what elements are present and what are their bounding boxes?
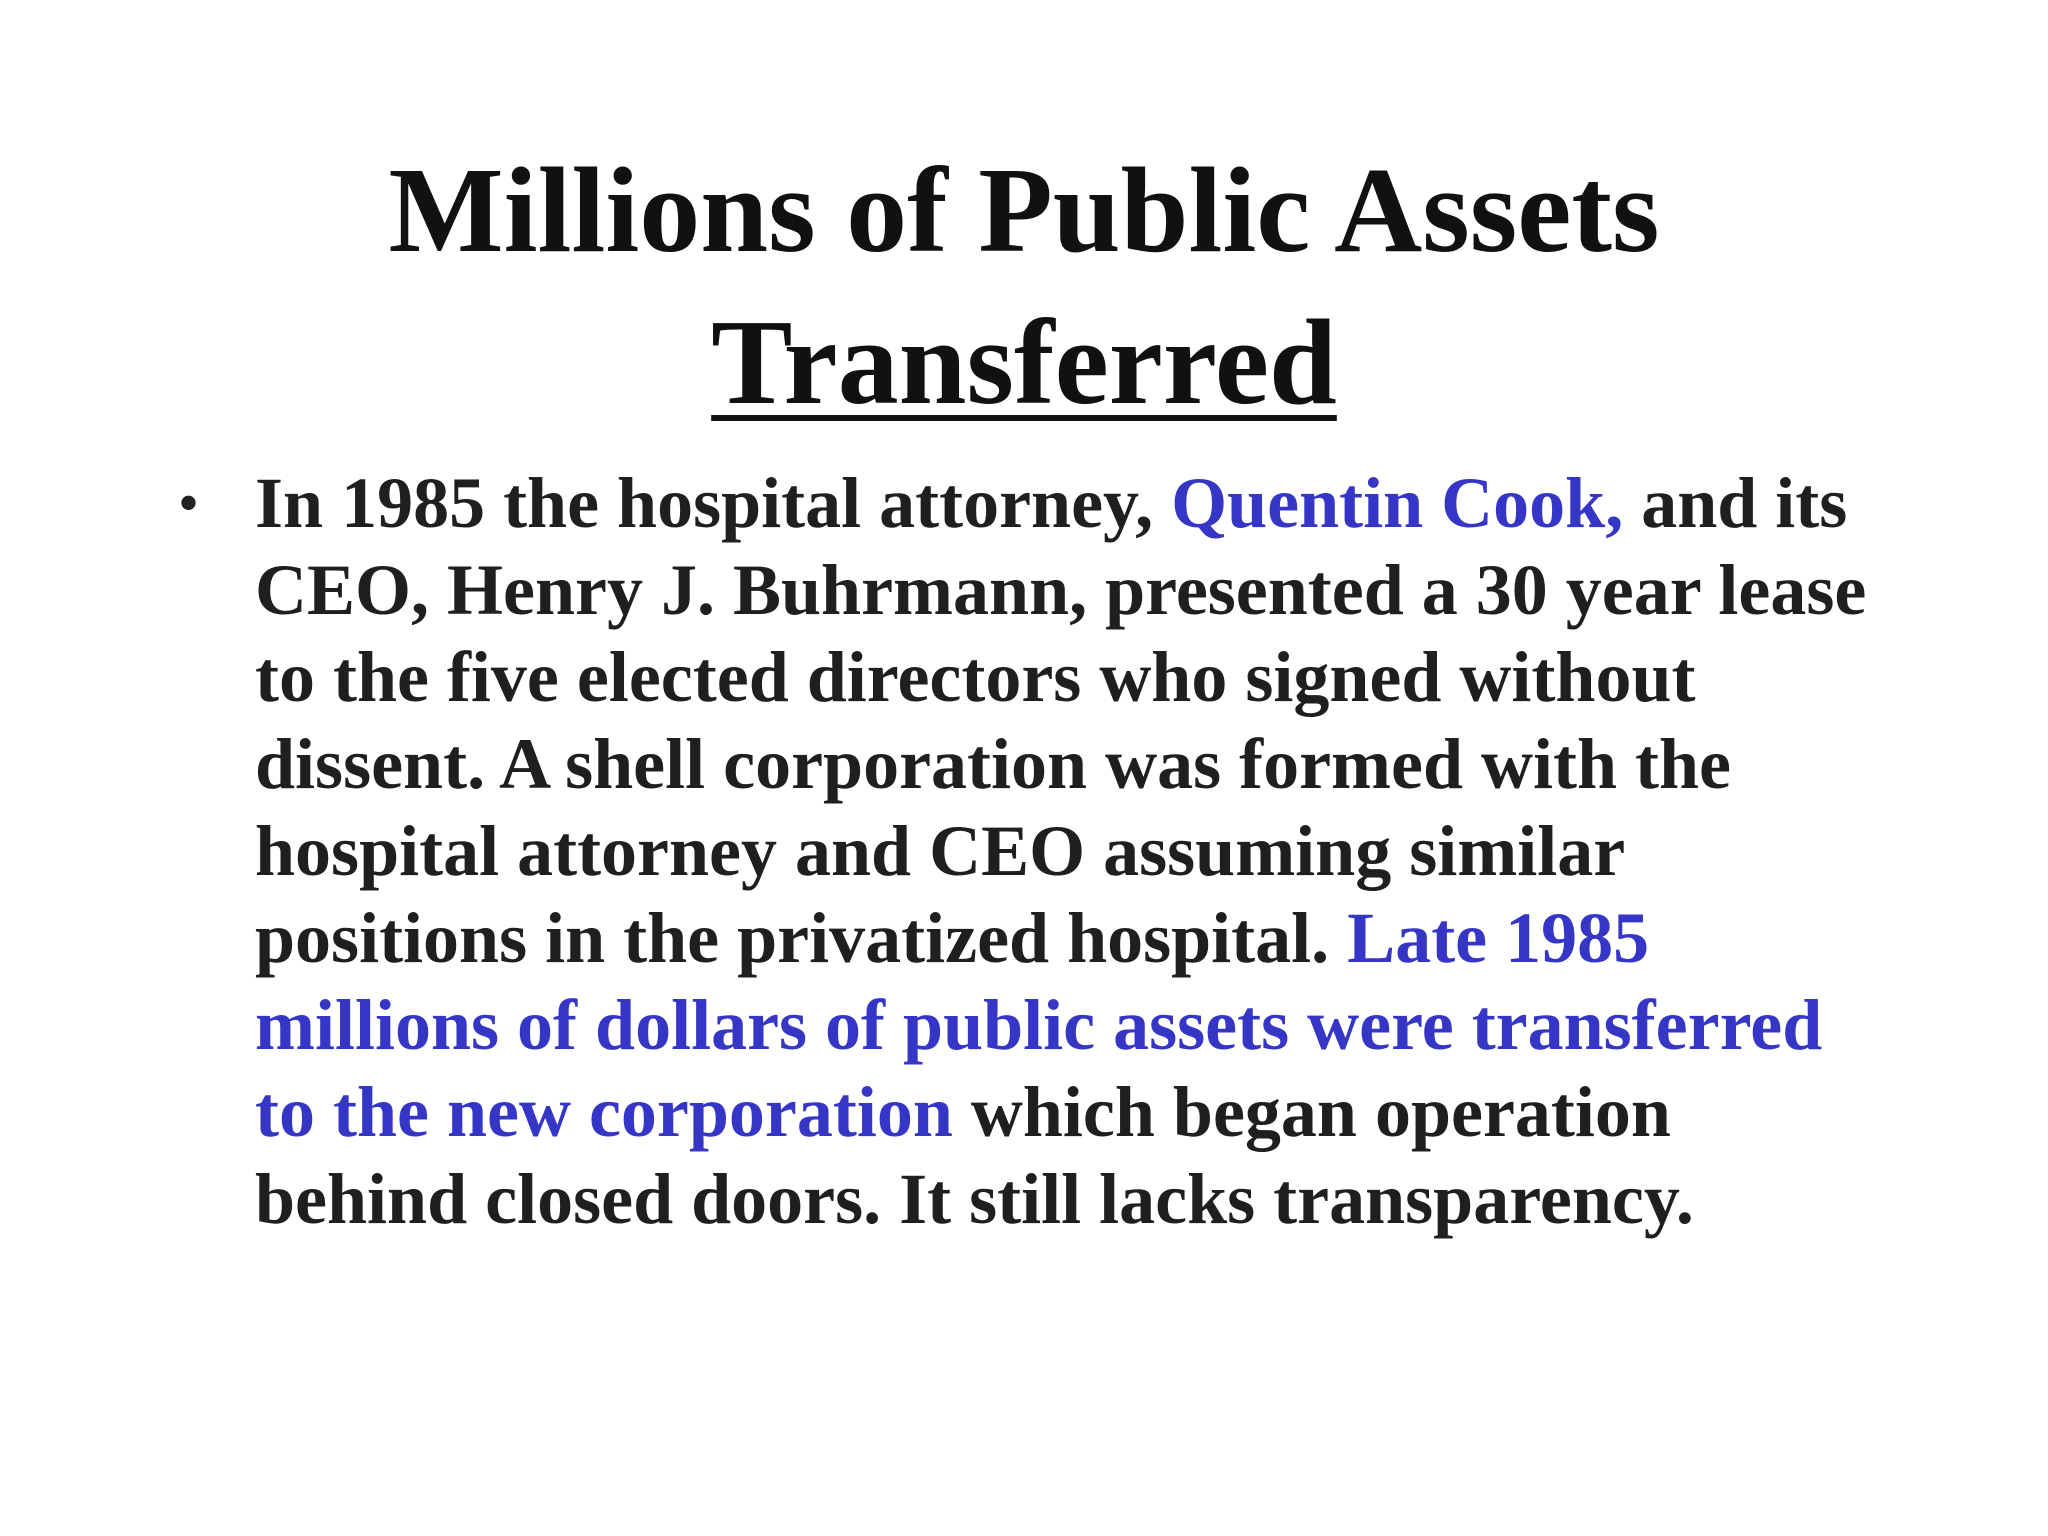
bullet-item	[160, 460, 1900, 1243]
title-line-2: Transferred	[711, 295, 1337, 430]
body-text-2: and its CEO, Henry J. Buhrmann, presented a 30 year lease to the five elected directors who signed without dissent. A shell corporation was formed with the hospital attorney and CEO assuming similar positions in the privatized hospital.	[255, 463, 1867, 978]
highlight-name: Quentin Cook,	[1171, 463, 1624, 543]
body-text-1: In 1985 the hospital attorney,	[255, 463, 1172, 543]
title-line-1: Millions of Public Assets	[388, 143, 1660, 278]
highlight-transfer: Late 1985 millions of dollars of public assets were transferred to the new corporation	[255, 898, 1823, 1152]
slide-title	[0, 135, 2048, 439]
body-text-3: which began operation behind closed doors. It still lacks transparency.	[255, 1072, 1694, 1239]
bullet-dot-icon: •	[178, 470, 200, 536]
bullet-list	[160, 460, 1900, 1243]
